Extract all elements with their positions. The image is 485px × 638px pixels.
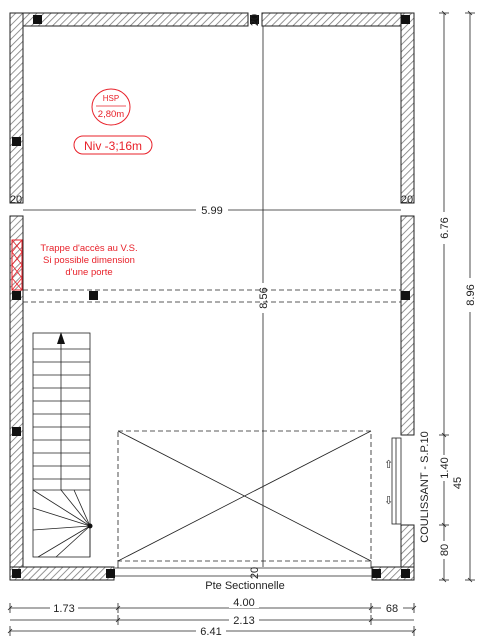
stair-start-dot [88,524,93,529]
wall-thickness-bottom: 20 [249,566,261,580]
staircase [33,333,90,557]
dim-bottom-left: 1.73 [53,603,75,615]
post [401,15,410,24]
dim-right-outer-total: 8.96 [465,284,477,306]
mezzanine-edge [23,290,401,302]
sliding-door [392,435,414,525]
post [372,569,381,578]
trapdoor-note-line2: Si possible dimension [43,255,135,266]
post [12,569,21,578]
trapdoor-note-line3: d'une porte [65,267,113,278]
dim-inner-length: 8.56 [258,287,270,309]
dim-right-outer-upper: 6.76 [439,217,451,239]
wall-right-mid [401,216,414,435]
posts [9,15,410,578]
post [401,291,410,300]
hsp-value: 2,80m [97,109,125,120]
sliding-arrow-up-icon: ⇧ [384,459,394,471]
dim-right-bottom: 80 [439,543,451,557]
wall-left-upper [10,13,23,203]
dim-inner-width: 5.99 [201,205,223,217]
level-label: Niv -3;16m [83,139,143,153]
garage-zone [118,431,371,561]
wall-top-left [10,13,248,26]
walls [10,13,414,580]
sliding-arrow-down-icon: ⇩ [384,495,394,507]
dim-right-opening: 1.40 [439,457,451,479]
post [12,427,21,436]
level-badge [74,136,152,154]
post [89,291,98,300]
wall-top-right [262,13,414,26]
garage-door-label: Pte Sectionnelle [205,580,285,592]
dim-bottom-total: 6.41 [200,626,222,638]
sectional-door [115,561,372,576]
post [12,137,21,146]
post [12,291,21,300]
dim-bottom-door: 4.00 [233,597,255,609]
dim-bottom-mid: 2.13 [233,615,255,627]
wall-thickness-left: 20 [9,194,23,206]
wall-bottom-left [10,567,114,580]
dim-right-small: 45 [452,476,464,490]
hsp-label: HSP [102,94,120,103]
post [106,569,115,578]
wall-thickness-top: 20 [249,13,261,27]
wall-thickness-right: 20 [400,194,414,206]
wall-right-upper [401,13,414,203]
sliding-door-label: COULISSANT - S.P.10 [419,431,431,543]
post [401,569,410,578]
hsp-badge [92,89,130,125]
inner-dimensions [23,26,401,567]
post [33,15,42,24]
stair-arrow-icon [57,332,65,344]
trapdoor-note-line1: Trappe d'accès au V.S. [40,243,138,254]
dim-bottom-right: 68 [385,603,399,615]
